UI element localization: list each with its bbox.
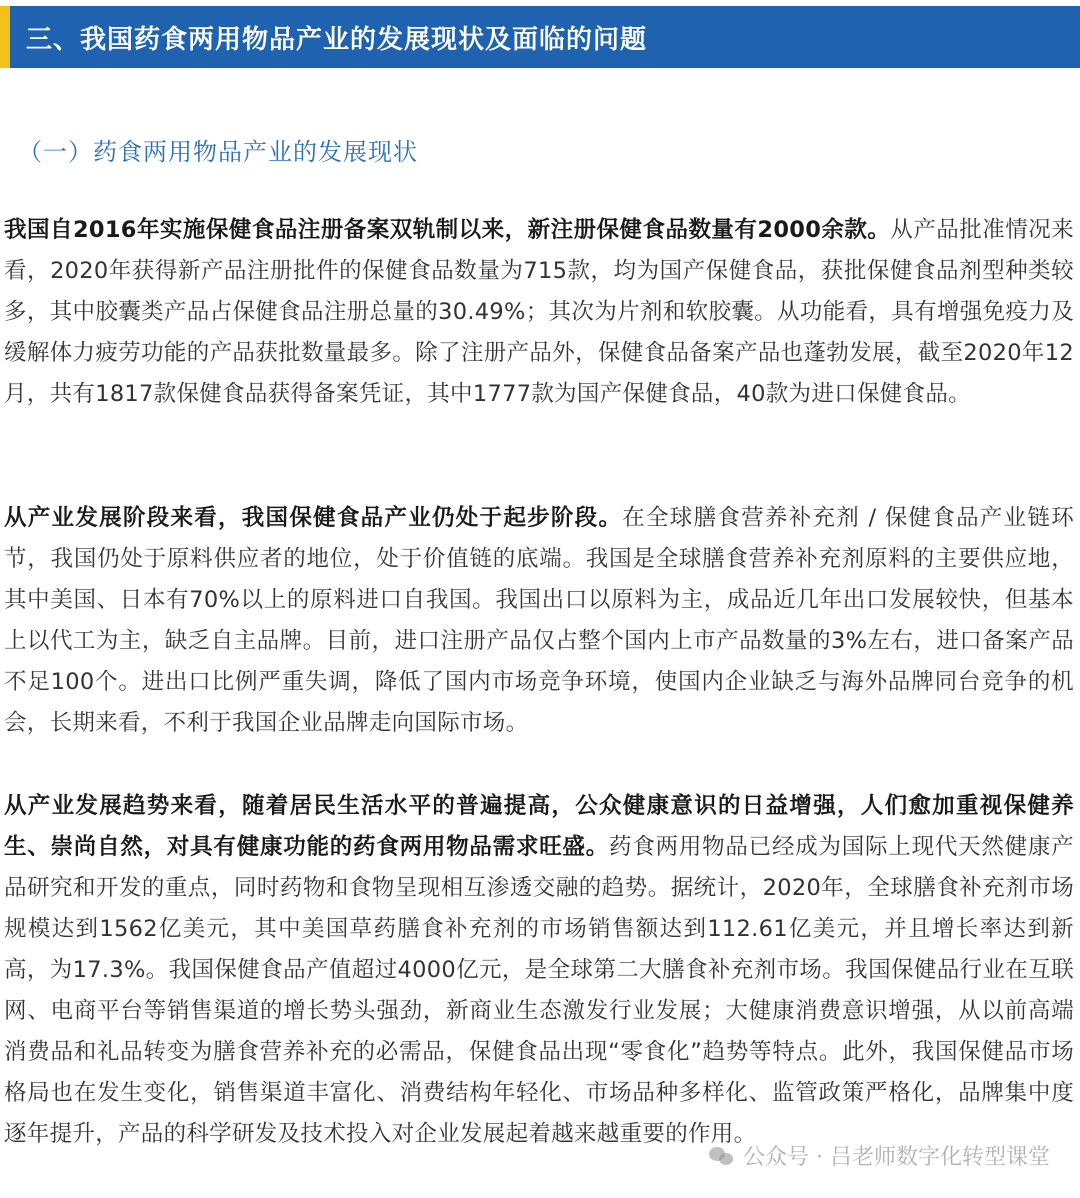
watermark [709,1140,1050,1171]
wechat-icon [709,1145,735,1167]
paragraph [4,498,1074,744]
watermark-text: 公众号 · 吕老师数字化转型课堂 [743,1145,1050,1170]
paragraph-lead: 从产业发展趋势来看，随着居民生活水平的普遍提高，公众健康意识的日益增强，人们愈加重视保健养生、崇尚自然，对具有健康功能的药食两用物品需求旺盛。 [4,793,1074,860]
subsection-heading: （一）药食两用物品产业的发展现状 [18,138,418,166]
section-header-banner [0,6,1080,68]
paragraph [4,786,1074,1155]
paragraph-body: 在全球膳食营养补充剂 / 保健食品产业链环节，我国仍处于原料供应者的地位，处于价值链的底端。我国是全球膳食营养补充剂原料的主要供应地，其中美国、日本有70%以上的原料进口自我国。我国出口以原料为主，成品近几年出口发展较快，但基本上以代工为主，缺乏自主品牌。目前，进口注册产品仅占整个国内上市产品数量的3%左右，进口备案产品不足100个。进出口比例严重失调，降低了国内市场竞争环境，使国内企业缺乏与海外品牌同台竞争的机会，长期来看，不利于我国企业品牌走向国际市场。 [4,505,1074,736]
section-title: 三、我国药食两用物品产业的发展现状及面临的问题 [26,24,648,55]
paragraph-body: 药食两用物品已经成为国际上现代天然健康产品研究和开发的重点，同时药物和食物呈现相互渗透交融的趋势。据统计，2020年，全球膳食补充剂市场规模达到1562亿美元，其中美国草药膳食补充剂的市场销售额达到112.61亿美元，并且增长率达到新高，为17.3%。我国保健食品产值超过4000亿元，是全球第二大膳食补充剂市场。我国保健品行业在互联网、电商平台等销售渠道的增长势头强劲，新商业生态激发行业发展；大健康消费意识增强，从以前高端消费品和礼品转变为膳食营养补充的必需品，保健食品出现“零食化”趋势等特点。此外，我国保健品市场格局也在发生变化，销售渠道丰富化、消费结构年轻化、市场品种多样化、监管政策严格化，品牌集中度逐年提升，产品的科学研发及技术投入对企业发展起着越来越重要的作用。 [4,834,1074,1147]
paragraph [4,210,1074,415]
paragraph-body: 从产品批准情况来看，2020年获得新产品注册批件的保健食品数量为715款，均为国产保健食品，获批保健食品剂型种类较多，其中胶囊类产品占保健食品注册总量的30.49%；其次为片剂和软胶囊。从功能看，具有增强免疫力及缓解体力疲劳功能的产品获批数量最多。除了注册产品外，保健食品备案产品也蓬勃发展，截至2020年12月，共有1817款保健食品获得备案凭证，其中1777款为国产保健食品，40款为进口保健食品。 [4,217,1075,407]
paragraph-lead: 从产业发展阶段来看，我国保健食品产业仍处于起步阶段。 [4,505,623,531]
paragraph-lead: 我国自2016年实施保健食品注册备案双轨制以来，新注册保健食品数量有2000余款。 [4,217,891,243]
